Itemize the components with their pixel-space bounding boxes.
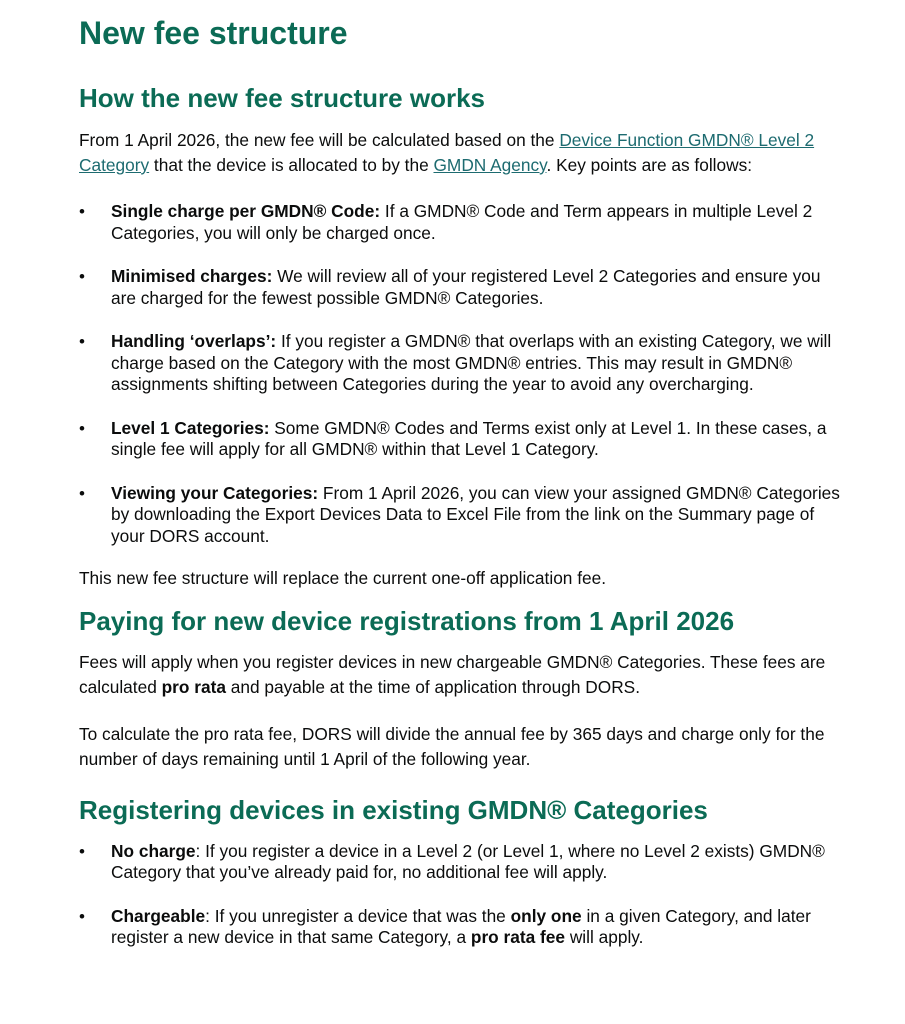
bullet-icon: • [79, 418, 85, 438]
list-item-text: : If you register a device in a Level 2 (or Level 1, where no Level 2 exists) GMDN® Category that you’ve already paid for, no additional fee will apply. [111, 840, 825, 882]
list-item-text: Some GMDN® Codes and Terms exist only at Level 1. In these cases, a single fee will apply for all GMDN® within that Level 1 Category. [111, 417, 827, 459]
pro-rata-paragraph: To calculate the pro rata fee, DORS will divide the annual fee by 365 days and charge only for the number of days remaining until 1 April of the following year. [79, 723, 825, 769]
list-item [79, 483, 845, 548]
fees-text-1: Fees will apply when you register devices in new chargeable GMDN® Categories. These fees are calculated [79, 651, 826, 697]
section-heading-existing-categories: Registering devices in existing GMDN® Categories [79, 794, 708, 825]
intro-paragraph [79, 128, 845, 178]
intro-text-1: From 1 April 2026, the new fee will be calculated based on the [79, 130, 560, 150]
list-item-label: Minimised charges: [111, 266, 273, 286]
fees-paragraph [79, 650, 845, 700]
intro-text-3: . Key points are as follows: [546, 155, 753, 175]
list-item-bold: pro rata fee [470, 927, 566, 947]
list-item-label: Single charge per GMDN® Code: [111, 201, 381, 221]
link-gmdn-agency[interactable]: GMDN Agency [433, 155, 547, 175]
bullet-icon: • [79, 906, 85, 926]
fees-bold: pro rata [161, 676, 226, 697]
fees-text-2: and payable at the time of application through DORS. [225, 676, 641, 697]
bullet-icon: • [79, 841, 85, 861]
list-item-text: We will review all of your registered Level 2 Categories and ensure you are charged for the fewest possible GMDN® Categories. [111, 266, 821, 308]
list-item-text: will apply. [565, 927, 644, 947]
list-item-text: If a GMDN® Code and Term appears in multiple Level 2 Categories, you will only be charged once. [111, 201, 813, 243]
closing-paragraph: This new fee structure will replace the current one-off application fee. [79, 568, 607, 588]
list-item-label: Level 1 Categories: [111, 417, 270, 438]
list-item-text: From 1 April 2026, you can view your assigned GMDN® Categories by downloading the Export Devices Data to Excel File from the link on the Summary page of your DORS account. [111, 482, 840, 546]
list-item [79, 331, 845, 396]
link-gmdn-level2-category[interactable]: Device Function GMDN® Level 2 Category [79, 130, 815, 175]
bullet-icon: • [79, 332, 85, 351]
list-item [79, 906, 845, 949]
list-item-text: If you register a GMDN® that overlaps with an existing Category, we will charge based on the Category with the most GMDN® entries. This may result in GMDN® assignments shifting between Categories during the year to avoid any overcharging. [111, 331, 832, 394]
section-heading-paying: Paying for new device registrations from 1 April 2026 [79, 605, 735, 636]
list-item [79, 418, 845, 461]
list-item-label: Viewing your Categories: [111, 482, 319, 503]
list-item-text: : If you unregister a device that was the [205, 905, 511, 926]
list-item-bold: only one [510, 905, 582, 926]
page-title: New fee structure [79, 15, 348, 51]
key-points-list [79, 201, 845, 547]
list-item [79, 201, 845, 244]
bullet-icon: • [79, 267, 85, 286]
list-item-text: in a given Category, and later register a new device in that same Category, a [111, 905, 811, 947]
section-heading-how-it-works: How the new fee structure works [79, 83, 485, 113]
list-item-label: Handling ‘overlaps’: [111, 331, 277, 351]
list-item [79, 266, 845, 309]
list-item-label: No charge [111, 840, 196, 861]
bullet-icon: • [79, 202, 85, 221]
bullet-icon: • [79, 483, 85, 503]
list-item [79, 841, 845, 884]
list-item-label: Chargeable [111, 905, 206, 926]
existing-categories-list [79, 841, 845, 949]
intro-text-2: that the device is allocated to by the [149, 155, 434, 175]
